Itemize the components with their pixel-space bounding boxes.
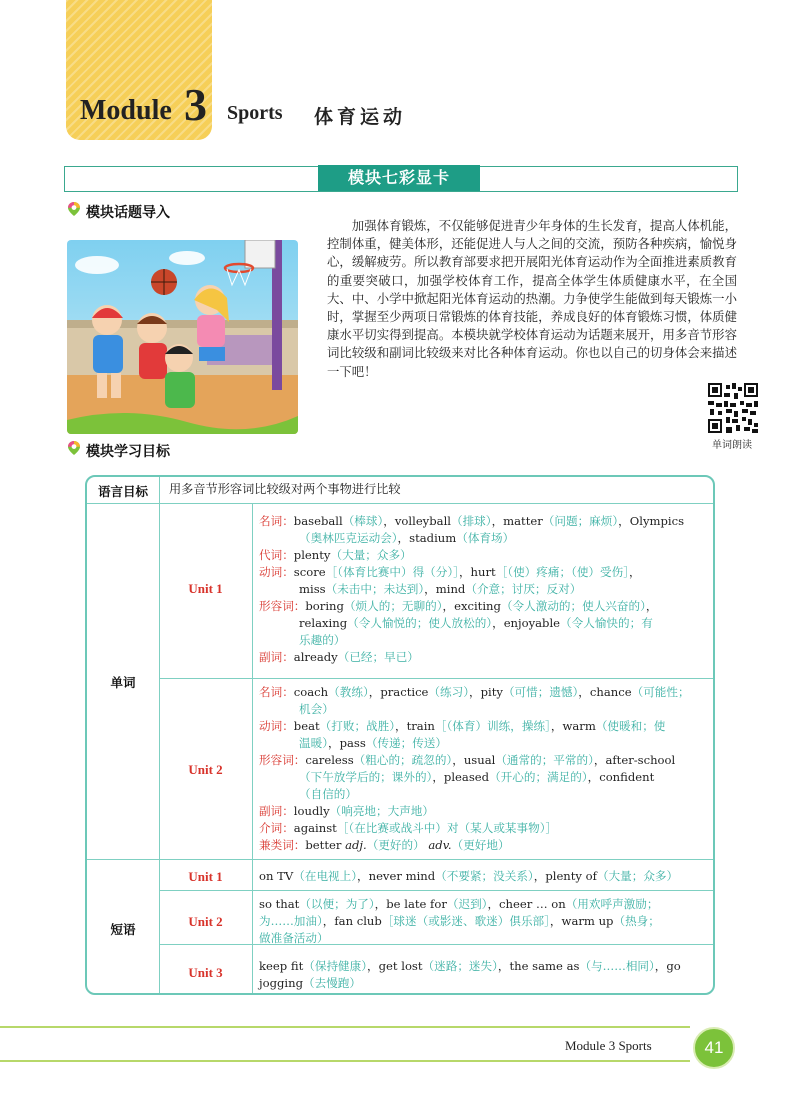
english-term: on TV bbox=[259, 869, 294, 883]
english-term: ，pass bbox=[327, 736, 366, 750]
translation-text: （粗心的；疏忽的） bbox=[353, 753, 453, 767]
english-term: ，mind bbox=[424, 582, 466, 596]
qr-code-label: 单词朗读 bbox=[712, 440, 752, 451]
translation-text: （热身； bbox=[613, 914, 660, 928]
learning-goals-table bbox=[85, 475, 715, 995]
english-term: careless bbox=[305, 753, 354, 767]
english-term: ， bbox=[645, 599, 658, 613]
translation-text: （问题；麻烦） bbox=[542, 514, 619, 528]
vocab-line bbox=[259, 701, 714, 718]
part-of-speech-label: 动词： bbox=[259, 565, 294, 579]
translation-text: ［（体育）训练，操练］ bbox=[434, 719, 551, 733]
translation-text: （大量；众多） bbox=[596, 869, 679, 883]
english-term: ，enjoyable bbox=[492, 616, 561, 630]
english-term: already bbox=[293, 650, 338, 664]
phrases-category-label: 短语 bbox=[110, 922, 136, 937]
qr-code-icon[interactable] bbox=[708, 383, 758, 433]
words-category-label: 单词 bbox=[110, 675, 136, 690]
vocab-line bbox=[259, 564, 714, 581]
english-term: ，train bbox=[395, 719, 435, 733]
intro-paragraph: 加强体育锻炼，不仅能够促进青少年身体的生长发育，提高人体机能，控制体重，健美体形，还能促进人与人之间的交流，预防各种疾病，愉悦身心，缓解疲劳。所以教育部要求把开展阳光体育运动作为全面推进素质教育的重要突破口，加强学校体育工作，提高全体学生体质健康水平，在全国大、中、小学中掀起阳光体育运动的热潮。力争使学生能做到每天锻炼一小时，掌握至少两项日常锻炼的体育技能，养成良好的体育锻炼习惯，体质健康水平切实得到提高。本模块就学校体育运动为话题来展开，用多音节形容词比较级和副词比较级来对比各种体育运动。你也以自己的切身体会来描述一下吧！ bbox=[327, 218, 737, 379]
translation-text: （下午放学后的；课外的） bbox=[299, 770, 433, 784]
vocab-line bbox=[259, 958, 714, 975]
translation-text: （令人激动的；使人兴奋的） bbox=[500, 599, 646, 613]
english-term: ，after-school bbox=[593, 753, 676, 767]
translation-text: 做准备活动） bbox=[259, 931, 329, 945]
translation-text: 温暖） bbox=[299, 736, 328, 750]
english-term: ，hurt bbox=[458, 565, 496, 579]
vocab-line bbox=[259, 615, 714, 632]
english-term: jogging bbox=[259, 976, 304, 990]
translation-text: （传递；传送） bbox=[365, 736, 447, 750]
translation-text: ［（使）疼痛；（使）受伤］ bbox=[495, 565, 630, 579]
translation-text: （自信的） bbox=[299, 787, 357, 801]
module-title-en: Sports bbox=[227, 102, 283, 124]
translation-text: （已经；早已） bbox=[337, 650, 419, 664]
part-of-speech-label: 代词： bbox=[259, 548, 294, 562]
footer-rule bbox=[0, 1060, 690, 1062]
translation-text: （使暖和；使 bbox=[595, 719, 666, 733]
english-term: ，the same as bbox=[497, 959, 580, 973]
part-of-speech-label: 副词： bbox=[259, 804, 294, 818]
part-of-speech-label: 名词： bbox=[259, 685, 294, 699]
english-term: plenty bbox=[293, 548, 331, 562]
english-term: ，never mind bbox=[357, 869, 436, 883]
table-divider bbox=[87, 859, 715, 860]
translation-text: （迟到） bbox=[446, 897, 488, 911]
english-term: baseball bbox=[293, 514, 343, 528]
english-term: against bbox=[293, 821, 337, 835]
table-divider bbox=[159, 890, 715, 891]
vocab-line bbox=[259, 868, 714, 885]
vocab-line bbox=[259, 786, 714, 803]
english-term: ，matter bbox=[491, 514, 543, 528]
english-term: ，exciting bbox=[442, 599, 501, 613]
english-term: ，warm bbox=[550, 719, 596, 733]
translation-text: 机会） bbox=[299, 702, 334, 716]
translation-text: （在电视上） bbox=[293, 869, 358, 883]
english-term: score bbox=[293, 565, 326, 579]
part-of-speech-label: 形容词： bbox=[259, 753, 306, 767]
phrases-unit1-list bbox=[259, 868, 714, 885]
translation-text: （大量；众多） bbox=[330, 548, 412, 562]
part-of-speech-label: 动词： bbox=[259, 719, 294, 733]
part-of-speech-label: 形容词： bbox=[259, 599, 306, 613]
translation-text: （开心的；满足的） bbox=[489, 770, 588, 784]
module-number: 3 bbox=[184, 79, 207, 130]
table-divider bbox=[252, 503, 253, 995]
section-banner-label: 模块七彩显卡 bbox=[318, 165, 480, 191]
translation-text: （可惜；遗憾） bbox=[502, 685, 579, 699]
translation-text: （排球） bbox=[450, 514, 492, 528]
unit-label: Unit 1 bbox=[188, 581, 223, 596]
phrases-unit2-list bbox=[259, 896, 714, 947]
vocab-line bbox=[259, 896, 714, 913]
english-term: ，warm up bbox=[549, 914, 614, 928]
english-term: ，be late for bbox=[374, 897, 447, 911]
translation-text: （奥林匹克运动会） bbox=[299, 531, 398, 545]
vocab-line bbox=[259, 820, 714, 837]
translation-text: （用欢呼声激励； bbox=[565, 897, 659, 911]
translation-text: （体育场） bbox=[456, 531, 515, 545]
translation-text: 为……加油） bbox=[259, 914, 323, 928]
english-term: ，cheer … on bbox=[487, 897, 566, 911]
module-title-cn: 体育运动 bbox=[314, 106, 407, 128]
translation-text: （可能性； bbox=[631, 685, 690, 699]
vocab-line bbox=[259, 803, 714, 820]
vocab-line bbox=[259, 718, 714, 735]
lang-goal-label: 语言目标 bbox=[97, 484, 148, 499]
footer-rule bbox=[0, 1026, 690, 1028]
translation-text: ［（体育比赛中）得（分）］ bbox=[325, 565, 459, 579]
english-term: boring bbox=[305, 599, 344, 613]
vocab-line bbox=[259, 837, 714, 854]
english-term: ，usual bbox=[452, 753, 496, 767]
translation-text: （保持健康） bbox=[303, 959, 368, 973]
translation-text: （更好的） bbox=[366, 838, 425, 852]
translation-text: （令人愉快的；有 bbox=[560, 616, 653, 630]
translation-text: （未击中；未达到） bbox=[325, 582, 425, 596]
english-term: ，pleased bbox=[432, 770, 490, 784]
english-term: ，fan club bbox=[322, 914, 382, 928]
translation-text: ［（在比赛或战斗中）对（某人或某事物）］ bbox=[336, 821, 558, 835]
unit-label: Unit 3 bbox=[188, 965, 223, 980]
vocab-line bbox=[259, 913, 714, 930]
translation-text: 乐趣的） bbox=[299, 633, 346, 647]
english-term: ，Olympics bbox=[618, 514, 685, 528]
table-divider bbox=[159, 678, 715, 679]
english-term: ，volleyball bbox=[383, 514, 451, 528]
vocab-line bbox=[259, 632, 714, 649]
english-term: ，plenty of bbox=[533, 869, 597, 883]
kids-playing-basketball-illustration bbox=[67, 240, 298, 434]
translation-text: （与……相同） bbox=[579, 959, 655, 973]
page-number-badge: 41 bbox=[693, 1027, 735, 1069]
words-unit1-list bbox=[259, 513, 714, 666]
vocab-line bbox=[259, 684, 714, 701]
vocab-line bbox=[259, 547, 714, 564]
english-term: loudly bbox=[293, 804, 330, 818]
phrases-unit3-list bbox=[259, 958, 714, 992]
english-term: ，pity bbox=[469, 685, 503, 699]
english-term: ，stadium bbox=[397, 531, 457, 545]
english-term: better bbox=[305, 838, 346, 852]
translation-text: （令人愉悦的；使人放松的） bbox=[347, 616, 493, 630]
translation-text: ［球迷（或影迷、歌迷）俱乐部］ bbox=[381, 914, 550, 928]
translation-text: （去慢跑） bbox=[303, 976, 361, 990]
english-term: relaxing bbox=[299, 616, 348, 630]
words-unit2-list bbox=[259, 684, 714, 854]
unit-label: Unit 2 bbox=[188, 914, 223, 929]
english-term: ，get lost bbox=[367, 959, 423, 973]
vocab-line bbox=[259, 735, 714, 752]
part-of-speech-label: 副词： bbox=[259, 650, 294, 664]
location-pin-icon bbox=[66, 201, 82, 217]
translation-text: （通常的；平常的） bbox=[495, 753, 594, 767]
english-term: ， bbox=[629, 565, 641, 579]
section-heading-goals: 模块学习目标 bbox=[86, 444, 170, 460]
footer-running-title: Module 3 Sports bbox=[565, 1038, 652, 1053]
unit-label: Unit 1 bbox=[188, 869, 223, 884]
vocab-line bbox=[259, 769, 714, 786]
unit-label: Unit 2 bbox=[188, 762, 223, 777]
module-word: Module bbox=[80, 95, 172, 126]
english-term: beat bbox=[293, 719, 320, 733]
translation-text: （练习） bbox=[428, 685, 469, 699]
translation-text: （教练） bbox=[328, 685, 369, 699]
translation-text: （不要紧；没关系） bbox=[435, 869, 534, 883]
pos-abbrev: adv. bbox=[424, 838, 452, 852]
table-divider bbox=[87, 503, 715, 504]
english-term: coach bbox=[293, 685, 329, 699]
translation-text: （棒球） bbox=[342, 514, 384, 528]
english-term: keep fit bbox=[259, 959, 304, 973]
section-heading-topic: 模块话题导入 bbox=[86, 205, 170, 221]
pos-abbrev: adj. bbox=[345, 838, 367, 852]
vocab-line bbox=[259, 530, 714, 547]
lang-goal-text: 用多音节形容词比较级对两个事物进行比较 bbox=[169, 482, 401, 496]
vocab-line bbox=[259, 581, 714, 598]
english-term: ，practice bbox=[368, 685, 429, 699]
translation-text: （更好地） bbox=[451, 838, 510, 852]
english-term: ，confident bbox=[587, 770, 655, 784]
translation-text: （以便；为了） bbox=[299, 897, 375, 911]
location-pin-icon bbox=[66, 440, 82, 456]
english-term: so that bbox=[259, 897, 300, 911]
part-of-speech-label: 名词： bbox=[259, 514, 294, 528]
vocab-line bbox=[259, 752, 714, 769]
english-term: ，go bbox=[654, 959, 681, 973]
vocab-line bbox=[259, 513, 714, 530]
vocab-line bbox=[259, 930, 714, 947]
translation-text: （烦人的；无聊的） bbox=[343, 599, 443, 613]
english-term: ，chance bbox=[578, 685, 632, 699]
vocab-line bbox=[259, 975, 714, 992]
english-term: miss bbox=[299, 582, 326, 596]
translation-text: （响亮地；大声地） bbox=[329, 804, 434, 818]
vocab-line bbox=[259, 649, 714, 666]
part-of-speech-label: 介词： bbox=[259, 821, 294, 835]
translation-text: （迷路；迷失） bbox=[422, 959, 498, 973]
part-of-speech-label: 兼类词： bbox=[259, 838, 306, 852]
translation-text: （打败；战胜） bbox=[319, 719, 396, 733]
translation-text: （介意；讨厌；反对） bbox=[465, 582, 582, 596]
vocab-line bbox=[259, 598, 714, 615]
